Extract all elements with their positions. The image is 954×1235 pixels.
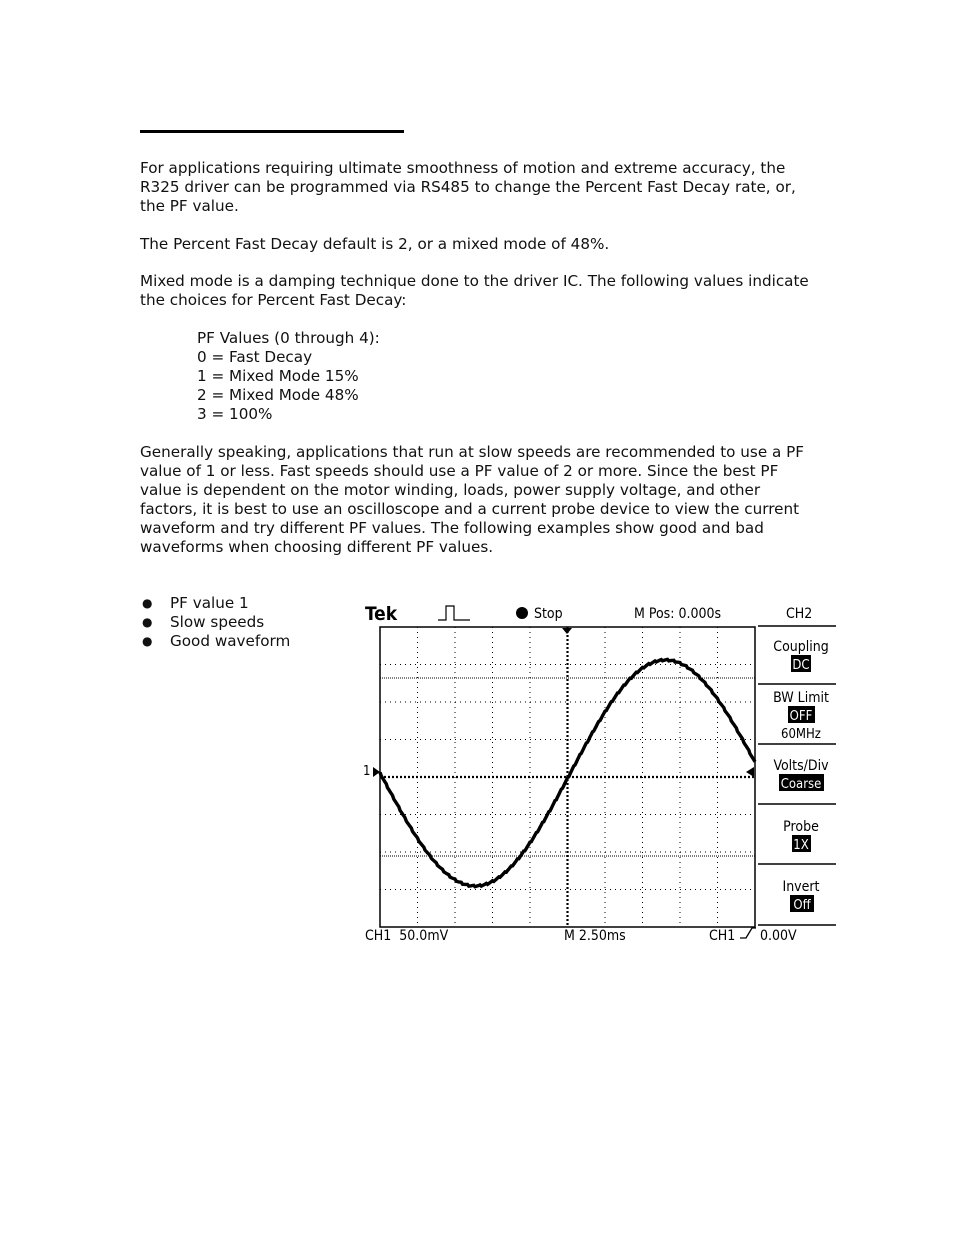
list-item: ● Slow speeds [142, 613, 265, 631]
scope-status: Stop [534, 606, 563, 622]
pf-values-heading: PF Values (0 through 4): [197, 329, 380, 347]
section-heading-rule [140, 130, 404, 133]
menu-coupling-value: DC [792, 658, 810, 673]
pf-value-item: 2 = Mixed Mode 48% [197, 386, 359, 404]
bullet-icon: ● [142, 596, 153, 610]
oscilloscope-screenshot [360, 598, 840, 943]
menu-coupling-label: Coupling [773, 639, 829, 655]
trigger-position-marker [562, 628, 572, 634]
menu-bwlimit-label: BW Limit [773, 690, 829, 706]
bullet-icon: ● [142, 634, 153, 648]
menu-invert-label: Invert [782, 879, 820, 895]
pf-value-item: 0 = Fast Decay [197, 348, 313, 366]
ch1-ground-marker: 1 [363, 764, 371, 779]
scope-m-pos: M Pos: 0.000s [634, 606, 722, 622]
menu-probe-value: 1X [793, 838, 809, 853]
menu-invert-value: Off [793, 898, 811, 913]
trigger-level-arrow-icon [746, 767, 754, 777]
bullet-icon: ● [142, 615, 153, 629]
scope-timebase: M 2.50ms [564, 928, 626, 943]
pf-value-item: 1 = Mixed Mode 15% [197, 367, 359, 385]
pf-value-item: 3 = 100% [197, 405, 273, 423]
recommendation-paragraph: Generally speaking, applications that run at slow speeds are recommended to use a PF value of 1 or less. Fast speeds should use a PF value of 2 or more. Since the best PF value is dependent on the motor winding, loads, power supply voltage, and other factors, it is best to use an oscilloscope and a current probe device to view the current waveform and try different PF values. The following examples show good and bad waveforms when choosing different PF values. [140, 443, 805, 556]
example-bullet-list [140, 594, 290, 651]
pf-values-list [197, 329, 380, 424]
trigger-slope-icon [740, 928, 756, 938]
menu-voltsdiv-value: Coarse [780, 777, 822, 792]
scope-ch1-scale: CH1 50.0mV [365, 928, 449, 943]
menu-bwlimit-value: OFF [789, 709, 813, 724]
menu-probe-label: Probe [783, 819, 819, 835]
menu-bwlimit-extra: 60MHz [781, 727, 821, 742]
scope-brand: Tek [365, 603, 398, 625]
mixed-mode-paragraph: Mixed mode is a damping technique done to the driver IC. The following values indicate the choices for Percent Fast Decay: [140, 272, 809, 309]
list-item: ● Good waveform [142, 632, 291, 650]
scope-trigger-level: 0.00V [760, 928, 797, 943]
default-paragraph: The Percent Fast Decay default is 2, or a mixed mode of 48%. [140, 235, 610, 253]
scope-trigger-source: CH1 [709, 928, 736, 943]
ch1-ground-arrow-icon [373, 767, 380, 777]
scope-channel: CH2 [786, 606, 813, 622]
intro-paragraph: For applications requiring ultimate smoothness of motion and extreme accuracy, the R325 driver can be programmed via RS485 to change the Percent Fast Decay rate, or, the PF value. [140, 159, 796, 215]
trigger-pulse-icon [438, 606, 470, 620]
list-item: ● PF value 1 [142, 594, 249, 612]
menu-voltsdiv-label: Volts/Div [773, 758, 829, 774]
scope-side-menu [758, 626, 836, 925]
stop-indicator-icon [516, 607, 528, 619]
